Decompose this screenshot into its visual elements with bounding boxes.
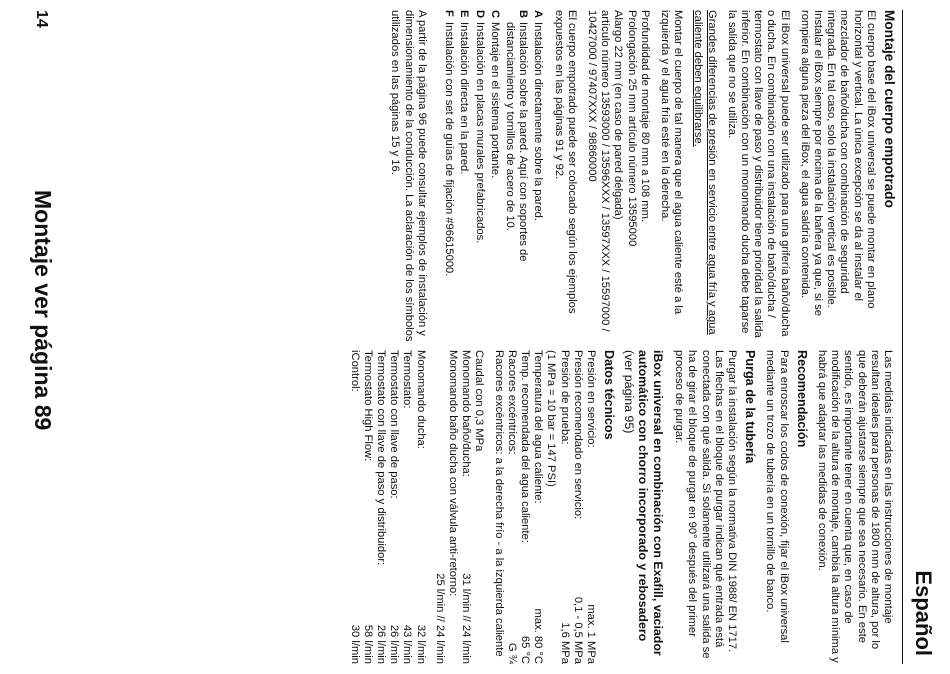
page-number: 14 [33,10,50,28]
ibox-title: iBox universal en combinación con Exafill, vaciador automático con chorro incorporado y rebosadero (ver página 95) [621,350,665,656]
section-title-montaje: Montaje del cuerpo empotrado [882,10,897,208]
spec-row: Temp. recomendada del agua caliente: 65 °C [518,350,531,664]
article-numbers: artículo número 13593000 / 13596XXX / 13597XXX / 15597000 / 10427000 / 97407XXX / 98860000 [585,10,612,332]
flow-row: Termostato High Flow: 58 l/min [361,350,374,664]
section-title-purga: Purga de la tubería [743,350,758,464]
caudal-label: Caudal con 0,3 MPa [473,350,486,452]
paragraph: Grandes diferencias de presión en servicio entre agua fría y agua caliente deben equilibrarse. [692,10,718,335]
flow-row: Termostato con llave de paso: 26 l/min [388,350,401,664]
spec-row: Presión en servicio: max. 1 MPa [584,350,597,664]
flow-row: Monomando ducha: 32 l/min [414,350,427,664]
paragraph: El iBox universal puede ser utilizado para una grifería baño/ducha o ducha. En combinación con una instalación de baño/ducha / termostato con llave de paso y distribuidor tiene prioridad la salida inferior. En combinación con un monomando ducha debe taparse la salida que no se utiliza. [725,10,791,338]
spec-row: Presión recomendado en servicio: 0,1 - 0,5 MPa [571,350,584,664]
flow-row: Monomando baño/ducha: 31 l/min // 24 l/min [460,350,473,664]
depth-text: Profundidad de montaje 80 mm a 108 mm. [638,10,651,223]
list-item: C Montaje en el sistema portante. [488,10,501,179]
section-title-recomendacion: Recomendación [794,350,809,448]
spec-row: Temperatura del agua caliente: max. 80 °C [532,350,545,664]
installation-options [442,10,544,342]
flow-row: iControl: 30 l/min [348,350,361,664]
footer [10,10,60,664]
extension-text: Alargo 22 mm (en caso de pared delgada) [612,10,625,220]
dimensions-block [585,10,651,342]
list-item: A Instalación directamente sobre la pared. [532,10,545,222]
flow-row: Termostato: 43 l/min [401,350,414,664]
paragraph: Las medidas indicadas en las instrucciones de montaje resultan ideales para personas de 1800 mm de altura, por lo que deberán ajustarse siempre que sea necesario. En este sentido, es importante tener en cuenta que, en caso de modificación de la altura de montaje, cambia la altura mínima y habrá que adaptar las medidas de conexión. [815,350,894,663]
language-label: Español [911,570,936,656]
flow-table [347,350,472,664]
left-column [381,10,898,342]
specs-table [491,350,597,664]
spec-row: Presión de prueba: 1,6 MPa [558,350,571,664]
list-item: B Instalación sobre la pared. Aquí con soportes de distanciamiento y tornillos de acero de 10. [503,10,530,262]
list-item: D Instalación en placas murales prefabricados. [473,10,486,244]
extension-text: Prolongación 25 mm artículo número 13595000 [625,10,638,247]
paragraph: Purgar la instalación según la normativa DIN 1988/ EN 1717. Las flechas en el bloque de purgar indican qué entrada está conectada con qué salida. Si solamente utilizará una salida se ha de girar el bloque de purgar en 90° después del primer proceso de purgar. [673,350,738,659]
spec-row: Racores excéntricos: a la derecha frío - a la izquierda caliente [492,350,505,657]
paragraph: Para enroscar los codos de conexión, fijar el iBox universal mediante un trozo de tubería en un tornillo de banco. [764,350,790,643]
right-column [341,350,898,664]
section-title-datos: Datos técnicos [602,350,617,440]
flow-row: Termostato con llave de paso y distribuidor: 26 l/min [374,350,387,664]
list-item: F Instalación con set de guías de fijación #96615000. [443,10,456,277]
list-item: E Instalación directa en la pared. [458,10,471,175]
spec-row: Racores excéntricos: G ¾ [505,350,518,664]
paragraph: El cuerpo empotrado puede ser colocado según los ejemplos expuestos en las páginas 91 y 92. [552,10,578,314]
paragraph: Montar el cuerpo de tal manera que el agua caliente esté a la izquierda y el agua fría esté en la derecha. [658,10,685,315]
flow-row: Monomando baño ducha con válvula anti-retorno: [446,350,459,597]
paragraph: A partir de la página 96 puede consultar ejemplos de instalación y dimensionamiento de la conducción. La aclaración de los símbolos utilizados en las páginas 15 y 16. [389,10,428,342]
montaje-reference: Montaje ver página 89 [30,190,56,431]
page-reference: (ver página 95) [621,350,636,434]
header-bar [902,10,942,664]
spec-row: (1 MPa = 10 bar = 147 PSI) [545,350,558,487]
flow-row: 25 l/min // 24 l/min [433,573,446,664]
paragraph: El cuerpo base del iBox universal se puede montar en plano horizontal y vertical. La única excepción se da al instalar el mezclador de baño/ducha con combinación de seguridad integrada. En tal caso, solo la instalación vertical es posible. Instalar el iBox siempre por encima de la bañera ya que, si se rompiera alguna pieza del iBox, el agua saldría contenida. [798,10,877,316]
